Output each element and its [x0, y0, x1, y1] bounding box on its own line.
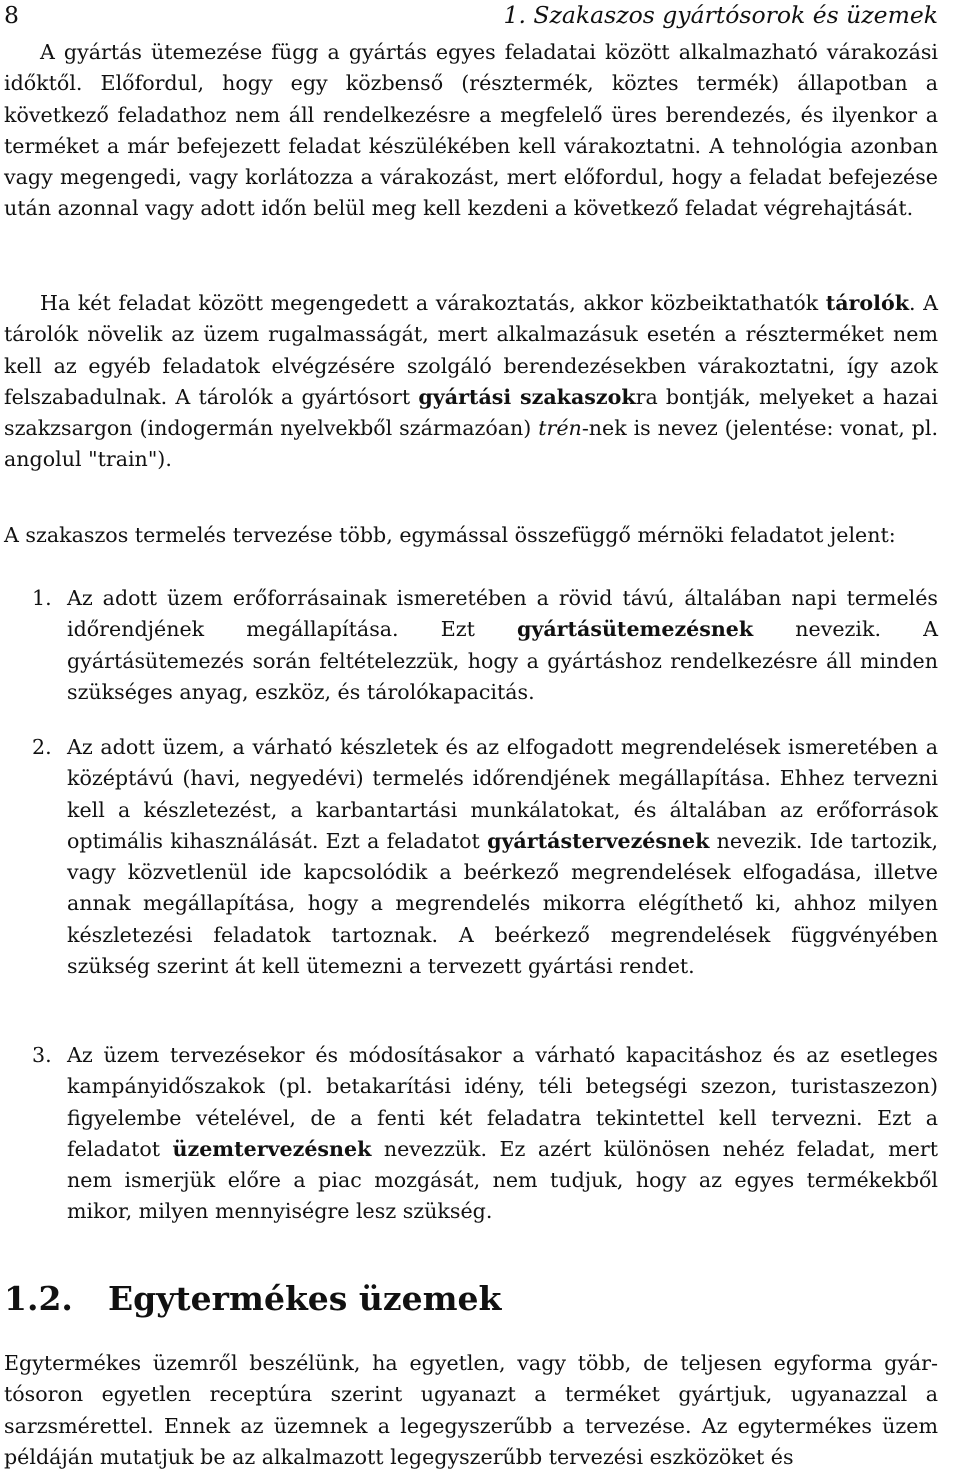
text-run: ra bontják, melyeket a hazai szakzsargon (indogermán nyelvekből származóan)	[4, 384, 939, 441]
section-title: Egytermékes üzemek	[108, 1279, 502, 1318]
paragraph-text: A szakaszos termelés tervezése több, egymással összefüggő mérnöki feladatot jelent:	[4, 523, 896, 547]
text-run: -nek is nevez (jelentése: vonat, pl. angolul "train").	[4, 416, 938, 472]
text-run: nevezik. Ide tartozik, vagy közvetlenül ide kapcsolódik a beérkező megrendelések elfogadása, illetve annak megállapítása, hogy a megrendelés mikorra elégíthető ki, ahhoz milyen készletezési feladatok tartoznak. A beérkező megrendelések függvényében szükség szerint át kell ütemezni a tervezett gyártási rendet.	[67, 828, 938, 979]
text-run: nevezzük. Ez azért különösen nehéz feladat, mert nem ismerjük előre a piac mozgását, nem tudjuk, hogy az egyes termékekből mikor, milyen mennyiségre lesz szükség.	[67, 1136, 938, 1224]
text-run: Ha két feladat között megengedett a várakoztatás, akkor közbeiktathatók	[40, 291, 826, 315]
section-heading	[4, 1278, 501, 1320]
text-run: Az adott üzem erőforrásainak ismeretében a rövid távú, általában napi termelés időrendjének megállapítása. Ezt	[67, 586, 938, 642]
list-item-3	[4, 1040, 938, 1228]
section-number: 1.2.	[4, 1279, 73, 1318]
paragraph-scheduling	[4, 37, 938, 225]
list-item-text	[67, 583, 938, 708]
list-number: 2.	[32, 735, 52, 759]
list-item-text	[67, 732, 938, 982]
paragraph-text: Egytermékes üzemről beszélünk, ha egyetlen, vagy több, de teljesen egyforma gyártósoron egyetlen receptúra szerint ugyanazt a terméket gyártjuk, ugyanazzal a sarzsmérettel. Ennek az üzemnek a legegyszerűbb a tervezése. Az egytermékes üzem példáján mutatjuk be az alkalmazott legegyszerűbb tervezési eszközöket és	[4, 1351, 938, 1469]
list-number: 1.	[32, 586, 52, 610]
list-item-1	[4, 583, 938, 708]
text-run: nevezik. A gyártásütemezés során feltételezzük, hogy a gyártáshoz rendelkezésre áll minden szükséges anyag, eszköz, és tárolókapacitás.	[67, 617, 938, 704]
paragraph-single-product	[4, 1348, 938, 1473]
text-run: Az üzem tervezésekor és módosításakor a várható kapacitáshoz és az esetleges kampányidőszakok (pl. betakarítási idény, téli betegségi szezon, turistaszezon) figyelembe vételével, de a fenti két feladatra tekintettel kell tervezni. Ezt a feladatot	[67, 1043, 938, 1161]
running-title: 1. Szakaszos gyártósorok és üzemek	[503, 1, 938, 29]
term-gyartasi-szakaszok: gyártási szakaszok	[418, 384, 636, 409]
list-item-2	[4, 732, 938, 982]
page-number: 8	[4, 1, 19, 29]
page-header	[4, 0, 938, 30]
term-gyartastervezes: gyártástervezésnek	[487, 828, 710, 853]
text-run: . A tárolók növelik az üzem rugalmasságát, mert alkalmazásuk esetén a részterméket nem kell az egyéb feladatok elvégzésére szolgáló berendezésekben várakoztatni, így azok felszabadulnak. A tárolók a gyártósort	[4, 291, 938, 409]
list-number: 3.	[32, 1043, 52, 1067]
paragraph-intro-list	[4, 520, 938, 551]
term-tarolok: tárolók	[825, 291, 909, 315]
paragraph-storage	[4, 288, 938, 476]
list-item-text	[67, 1040, 938, 1228]
term-gyartasutemezes: gyártásütemezésnek	[516, 617, 754, 642]
term-uzemtervezes: üzemtervezésnek	[172, 1136, 372, 1161]
paragraph-text: A gyártás ütemezése függ a gyártás egyes feladatai között alkalmazható várakozási időktől. Előfordul, hogy egy közbenső (résztermék, köztes termék) állapotban a következő feladathoz nem áll rendelkezésre a megfelelő üres berendezés, és ilyenkor a terméket a már befejezett feladat készülékében kell várakoztatni. A tehnológia azonban vagy megengedi, vagy korlátozza a várakozást, mert előfordul, hogy a feladat befejezése után azonnal vagy adott időn belül meg kell kezdeni a következő feladat végrehajtását.	[4, 40, 938, 221]
text-run: Az adott üzem, a várható készletek és az elfogadott megrendelések ismeretében a középtávú (havi, negyedévi) termelés időrendjének megállapítása. Ehhez tervezni kell a készletezést, a karbantartási munkálatokat, és általában az erőforrások optimális kihasználását. Ezt a feladatot	[67, 735, 938, 853]
term-tren: trén	[538, 416, 582, 441]
